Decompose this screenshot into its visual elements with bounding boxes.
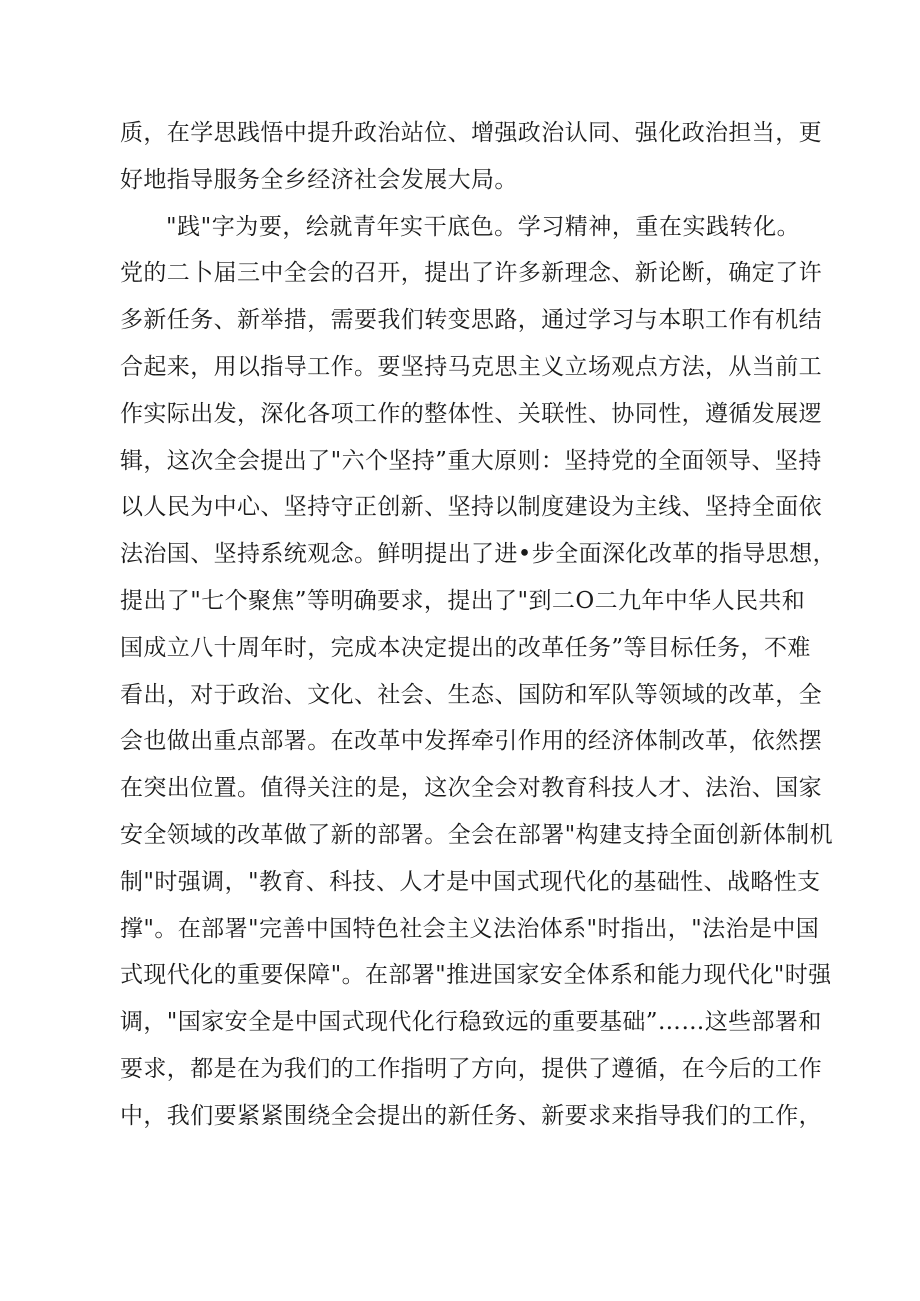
text-line: 看出，对于政治、文化、社会、生态、国防和军队等领域的改革，全 — [120, 681, 822, 708]
text-line: 合起来，用以指导工作。要坚持马克思主义立场观点方法，从当前工 — [120, 353, 822, 380]
text-line: 好地指导服务全乡经济社会发展大局。 — [120, 166, 518, 193]
text-line: 制"时强调，"教育、科技、人才是中国式现代化的基础性、战略性支 — [120, 868, 821, 895]
text-line: 质，在学思践悟中提升政治站位、增强政治认同、强化政治担当，更 — [120, 120, 822, 146]
text-line: 提出了"七个聚焦”等明确要求，提出了"到二O二九年中华人民共和 — [120, 587, 806, 614]
text-line: 调，"国家安全是中国式现代化行稳致远的重要基础”……这些部署和 — [120, 1009, 822, 1036]
text-line: 中，我们要紧紧围绕全会提出的新任务、新要求来指导我们的工作， — [120, 1102, 822, 1129]
text-line: 会也做出重点部署。在改革中发挥牵引作用的经济体制改革，依然摆 — [120, 728, 822, 755]
paragraph-1 — [120, 110, 822, 204]
text-line: 辑，这次全会提出了"六个坚持”重大原则：坚持党的全面领导、坚持 — [120, 447, 822, 474]
paragraph-2 — [120, 204, 836, 1187]
text-line — [120, 1140, 800, 1187]
text-line: 在突出位置。值得关注的是，这次全会对教育科技人才、法治、国家 — [120, 775, 822, 802]
text-line: 多新任务、新举措，需要我们转变思路，通过学习与本职工作有机结 — [120, 307, 822, 334]
text-line: 作实际出发，深化各项工作的整体性、关联性、协同性，遵循发展逻 — [120, 400, 822, 427]
text-line: 撑"。在部署"完善中国特色社会主义法治体系"时指出，"法治是中国 — [120, 915, 820, 942]
text-line: 党的二卜届三中全会的召开，提出了许多新理念、新论断，确定了许 — [120, 260, 822, 287]
text-line: 法治国、坚持系统观念。鲜明提出了进•步全面深化改革的指导思想， — [120, 541, 836, 568]
text-line: 要求，都是在为我们的工作指明了方向，提供了遵循，在今后的工作 — [120, 1055, 822, 1082]
text-line: "践"字为要，绘就青年实干底色。学习精神，重在实践转化。 — [166, 213, 800, 240]
body-text — [120, 110, 836, 1186]
text-line: 安全领域的改革做了新的部署。全会在部署"构建支持全面创新体制机 — [120, 821, 833, 848]
text-line: 式现代化的重要保障"。在部署"推进国家安全体系和能力现代化"时强 — [120, 962, 832, 989]
text-line: 以人民为中心、坚持守正创新、坚持以制度建设为主线、坚持全面依 — [120, 494, 822, 521]
text-line: 国成立八十周年时，完成本决定提出的改革任务”等目标任务，不难 — [120, 634, 811, 661]
